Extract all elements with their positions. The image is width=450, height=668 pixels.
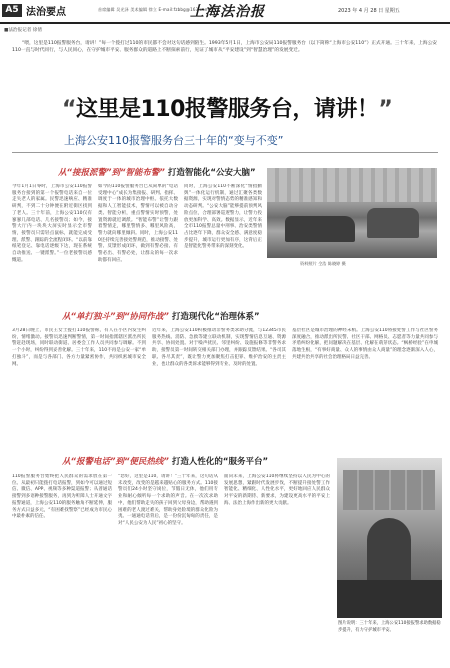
section-number: A5 [2, 4, 22, 17]
article-column: “您好，这里是110，请讲！”三十年来，这句话从未改变，改变的是越来越贴心的服务方式。110接警员们24小时坚守岗位，节假日无休，他们用专业和耐心倾听每一个求助的声音。在一次次求助中，他们帮助走失的孩子回到父母身边，帮助遇到困难的老人渡过难关，帮助身处险境的群众化险为夷。一通通电话背后，是一份份沉甸甸的责任，是对“人民公安为人民”初心的坚守。 [118, 474, 218, 526]
lead-paragraph: “喂，这里是110报警服务台，请讲！”每一个拨打过110的市民都不会对这句话感到陌生。1993年5月1日，上海市公安局110报警服务台（以下简称“上海市公安110”）正式开通。三十年来，上海公安110一直与时代同行，与人民同心，在守护城市平安、服务群众的道路上不断探索前行，见证了城市从“平安建设”到“智慧治理”的发展变迁。 [12, 41, 437, 53]
paper-logo: 上海法治报 [190, 4, 265, 20]
section-title-lead: 从“报警电话”到“便民热线” [62, 457, 169, 467]
top-rule [0, 22, 450, 24]
article-column: 110报警服务台始终把人民群众的需求放在第一位。从最初只能拨打电话报警，到如今可以通过短信、微信、APP、视频等多种渠道报警；从普通话接警到多语种接警服务，再到为听障人士开通文字报警通道，上海公安110的服务触角不断延伸，服务方式日益多元，“有困难找警察”已经成为市民心中最朴素的信任。 [12, 474, 112, 520]
section-title-lead: 从“单打独斗”到“协同作战” [62, 312, 169, 322]
section-title-main: 打造现代化“治理体系” [171, 312, 260, 322]
headline-text: 这里是110报警服务台，请讲！ [75, 97, 379, 122]
photo-call-center [337, 458, 442, 618]
section-name: 法治要点 [26, 7, 66, 18]
photo-background [267, 168, 437, 202]
photo-caption: 资料照片 仝浩 陈晓婷 摄 [300, 261, 346, 266]
section-title-main: 打造智能化“公安大脑” [167, 168, 256, 178]
subheadline: 上海公安110报警服务台三十年的“变与不变” [64, 134, 284, 147]
photo-vehicle [367, 208, 419, 238]
article-column: 近年来，上海公安110积极推动非警务类求助分流，与12345市民服务热线、消防、急救等建立联动机制，实现警情信息互通、资源共享、协同处置。对于噪声扰民、邻里纠纷、设施报修等非警务求助，接警员第一时间转交相关部门办理，并跟踪反馈结果。“各司其职、各尽其责”，既让警力更加聚焦打击犯罪、维护治安的主责主业，也让群众的各类诉求能够得到专业、及时的处置。 [152, 328, 286, 367]
photo-desk [337, 580, 442, 618]
section-title-lead: 从“接报派警”到“智能布警” [58, 168, 165, 178]
main-headline [62, 92, 392, 123]
section-title-main: 打造人性化的“服务平台” [171, 457, 269, 467]
article-column: 面向未来，上海公安110将继续坚持以人民为中心的发展思想，紧跟时代发展步伐，不断提升接处警工作智能化、精细化、人性化水平，更好地回应人民群众对平安的新期待、新要求，为建设更高水平的平安上海、法治上海作出新的更大贡献。 [224, 474, 330, 506]
article-column: 基层社区是城市治理的神经末梢。上海公安110将接处警工作与社区警务深度融合，推动派出所民警、社区干部、网格员、志愿者等力量共同参与矛盾纠纷化解，把问题解决在基层、化解在萌芽状态。“枫桥经验”在申城落地生根，“有事好商量、众人的事情由众人商量”的理念逐渐深入人心，共建共治共享的社会治理格局日益完善。 [292, 328, 438, 360]
section-title [62, 310, 260, 322]
masthead-info: 首席编辑 吴光泽 美术编辑 徐立 E-mail:fzbbg@163.com [98, 7, 209, 12]
photo-vehicle [285, 216, 355, 242]
reporter-byline: ■法治报记者 徐倩 [4, 28, 42, 33]
photo-police-cars [267, 168, 437, 258]
article-column: 如今的110报警服务台已从简单的“电话受理中心”成长为集接报、研判、指挥、调度于一体的城市治理中枢。依托大数据和人工智能技术，警情可以被自动分类、智能分析，重点警情实时预警，处置资源就近调派。“智能布警”让警力跟着警情走，哪里警情多、哪里风险高，警力就向哪里倾斜。同时，上海公安110还持续完善接处警规范，推动接警、处警、反馈形成闭环，做到有警必接、有警必出、有警必处，让群众的每一次求助都有回应。 [98, 184, 178, 263]
photo-caption: 图片说明：三十年来，上海公安110接报警求助数据稳步提升，有力守护城市平安。 [338, 621, 441, 633]
article-column: 今年1月1日零时，上海市公安110报警服务台接到的第一个报警电话来自一位走失老人的家属。民警迅速响应、精准研判，不到二十分钟便在附近街区找到了老人。三十年前，上海公安110仅有寥寥几部电话、几名接警员；如今，接警大厅内一块块大屏实时显示全市警情，接警员只需轻点鼠标，就能完成受理、派警、跟踪的全流程闭环。“以前靠纸笔登记、靠电话逐级下达，现在系统自动推送、一键派警。”一位老接警员感慨道。 [12, 184, 92, 263]
section-title [58, 166, 256, 178]
issue-date: 2023 年 4 月 28 日 星期五 [338, 8, 400, 14]
photo-operator [367, 518, 411, 588]
article-column: 3月28日晚上，市民王女士拨打110报警称，有人在小区内发生纠纷，情绪激动。接警员迅速判断警情，第一时间指派辖区派出所民警赶赴现场，同时联动街道、居委会工作人员共同参与调解。不到一个小时，纠纷得到妥善化解。三十年来，110不再是公安一家“单打独斗”，而是与各部门、各方力量紧密协作，共同织密城市安全网。 [12, 328, 146, 367]
section-divider [12, 152, 438, 153]
open-quote: “ [62, 97, 76, 122]
masthead [0, 0, 450, 22]
close-quote: ” [378, 97, 393, 122]
photo-screen-wall [343, 470, 435, 510]
article-column: 同时，上海公安110不断深化“情指勤舆”一体化运行机制，通过汇聚各类数据资源，实现对警情态势的精准感知和动态研判。“公安大脑”能够提前预判风险点位，合理部署巡逻警力，让警力投放更加科学、高效。数据显示，近年来全市110报警总量中刑事、治安类警情占比逐年下降，群众安全感、满意度稳步提升，城市运行更加有序，这背后正是智能化警务带来的深刻变化。 [184, 184, 262, 250]
section-title [62, 455, 268, 467]
